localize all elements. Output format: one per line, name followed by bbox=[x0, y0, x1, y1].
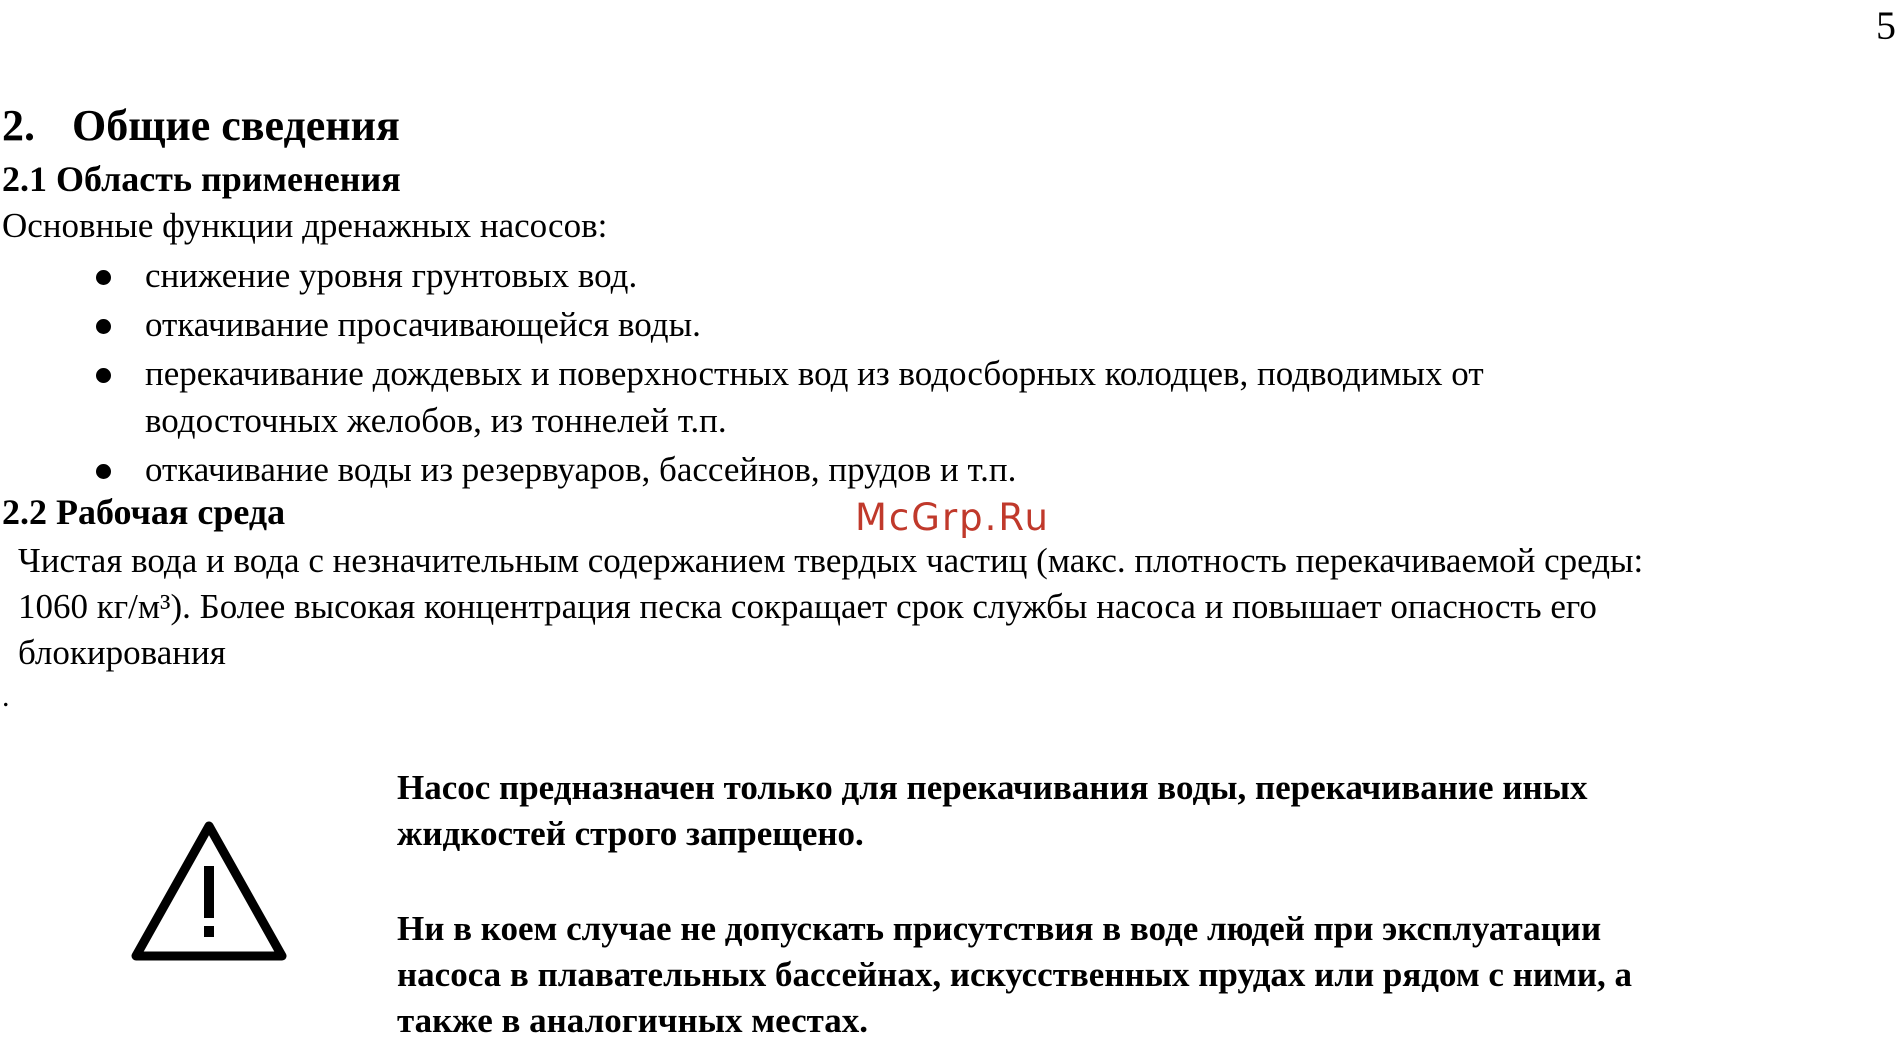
section-heading bbox=[2, 100, 400, 151]
list-item bbox=[96, 350, 1484, 444]
trailing-period: . bbox=[2, 680, 10, 713]
warning-line: Ни в коем случае не допускать присутствия в воде людей при эксплуатации bbox=[397, 909, 1602, 948]
section-title: Общие сведения bbox=[72, 101, 400, 150]
page-number: 5 bbox=[1876, 3, 1896, 48]
functions-list bbox=[96, 252, 1484, 493]
warning-line: жидкостей строго запрещено. bbox=[397, 814, 864, 853]
list-item bbox=[96, 446, 1484, 493]
medium-paragraph bbox=[18, 538, 1643, 676]
warning-paragraph-no-people bbox=[397, 906, 1632, 1044]
list-item-text: снижение уровня грунтовых вод. bbox=[145, 256, 638, 295]
bullet-icon bbox=[96, 270, 111, 285]
list-item-text-continued: водосточных желобов, из тоннелей т.п. bbox=[145, 401, 727, 440]
warning-line: также в аналогичных местах. bbox=[397, 1001, 868, 1040]
warning-paragraph-water-only bbox=[397, 765, 1588, 857]
bullet-icon bbox=[96, 319, 111, 334]
subsection-heading-medium: 2.2 Рабочая среда bbox=[2, 492, 286, 532]
subsection-heading-scope: 2.1 Область применения bbox=[2, 159, 401, 199]
list-item bbox=[96, 252, 1484, 299]
bullet-icon bbox=[96, 464, 111, 479]
paragraph-line: Чистая вода и вода с незначительным содержанием твердых частиц (макс. плотность перекачиваемой среды: bbox=[18, 541, 1644, 580]
paragraph-line: 1060 кг/м³). Более высокая концентрация песка сокращает срок службы насоса и повышает опасность его bbox=[18, 587, 1597, 626]
paragraph-line: блокирования bbox=[18, 633, 226, 672]
bullet-icon bbox=[96, 368, 111, 383]
list-item bbox=[96, 301, 1484, 348]
list-item-text: откачивание воды из резервуаров, бассейнов, прудов и т.п. bbox=[145, 450, 1017, 489]
warning-line: Насос предназначен только для перекачивания воды, перекачивание иных bbox=[397, 768, 1588, 807]
functions-intro: Основные функции дренажных насосов: bbox=[2, 206, 608, 245]
list-item-text: откачивание просачивающейся воды. bbox=[145, 305, 701, 344]
warning-triangle-icon bbox=[128, 818, 290, 964]
section-number: 2. bbox=[2, 101, 35, 150]
watermark: McGrp.Ru bbox=[855, 496, 1050, 539]
list-item-text: перекачивание дождевых и поверхностных вод из водосборных колодцев, подводимых от bbox=[145, 354, 1484, 393]
warning-line: насоса в плавательных бассейнах, искусственных прудах или рядом с ними, а bbox=[397, 955, 1633, 994]
